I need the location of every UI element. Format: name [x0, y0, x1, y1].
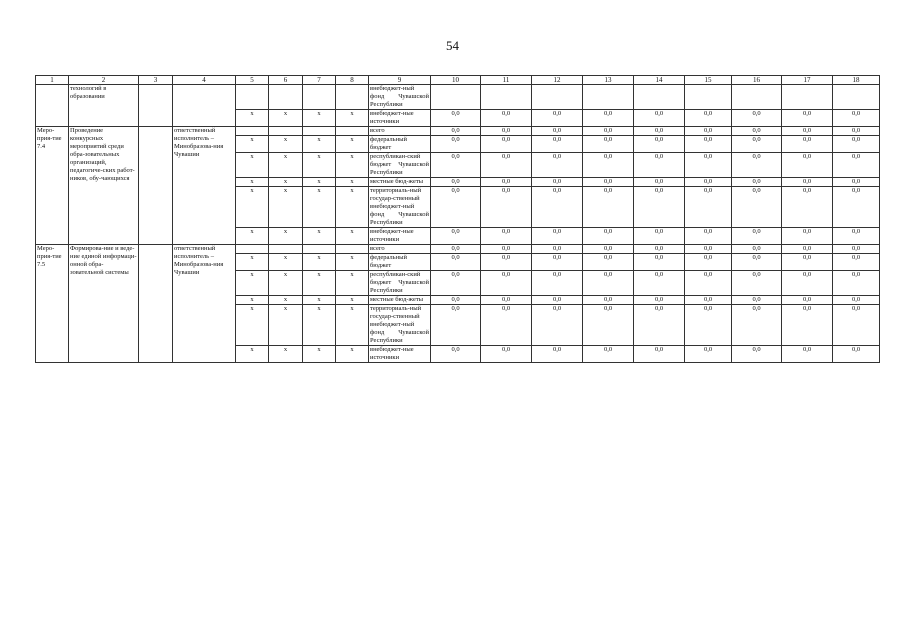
column-header: 17	[782, 76, 833, 85]
table-row	[36, 85, 880, 110]
column-header: 12	[532, 76, 583, 85]
marker-cell: x	[336, 346, 369, 363]
column-header: 18	[833, 76, 880, 85]
table-row	[36, 245, 880, 254]
column-header: 5	[236, 76, 269, 85]
marker-cell: x	[336, 305, 369, 346]
value-cell	[634, 85, 685, 110]
column-header: 11	[481, 76, 532, 85]
marker-cell: x	[336, 228, 369, 245]
value-cell: 0,0	[583, 271, 634, 296]
marker-cell	[336, 127, 369, 136]
value-cell: 0,0	[782, 187, 833, 228]
value-cell: 0,0	[481, 296, 532, 305]
value-cell: 0,0	[583, 187, 634, 228]
value-cell: 0,0	[782, 346, 833, 363]
value-cell: 0,0	[782, 296, 833, 305]
funding-source: внебюджет-ный фонд Чувашской Республики	[370, 85, 429, 108]
value-cell: 0,0	[634, 346, 685, 363]
marker-cell: x	[336, 178, 369, 187]
value-cell: 0,0	[532, 296, 583, 305]
event-name: технологий в образовании	[69, 85, 139, 127]
value-cell: 0,0	[481, 178, 532, 187]
value-cell	[732, 85, 782, 110]
marker-cell: x	[269, 305, 303, 346]
value-cell: 0,0	[634, 127, 685, 136]
marker-cell	[236, 245, 269, 254]
value-cell: 0,0	[782, 245, 833, 254]
value-cell: 0,0	[481, 110, 532, 127]
value-cell: 0,0	[732, 245, 782, 254]
value-cell: 0,0	[583, 305, 634, 346]
value-cell: 0,0	[833, 178, 880, 187]
marker-cell: x	[336, 136, 369, 153]
marker-cell	[336, 85, 369, 110]
value-cell: 0,0	[583, 136, 634, 153]
funding-source: федеральный бюджет	[369, 136, 431, 153]
value-cell: 0,0	[685, 296, 732, 305]
value-cell: 0,0	[685, 110, 732, 127]
column-header: 9	[369, 76, 431, 85]
value-cell: 0,0	[685, 187, 732, 228]
value-cell: 0,0	[481, 127, 532, 136]
value-cell: 0,0	[431, 127, 481, 136]
marker-cell: x	[336, 110, 369, 127]
table-body	[36, 85, 880, 363]
value-cell: 0,0	[532, 346, 583, 363]
value-cell: 0,0	[782, 254, 833, 271]
value-cell: 0,0	[481, 271, 532, 296]
value-cell: 0,0	[833, 296, 880, 305]
value-cell: 0,0	[732, 153, 782, 178]
marker-cell	[336, 245, 369, 254]
value-cell: 0,0	[481, 187, 532, 228]
value-cell: 0,0	[732, 228, 782, 245]
value-cell: 0,0	[782, 305, 833, 346]
value-cell: 0,0	[431, 178, 481, 187]
value-cell: 0,0	[833, 110, 880, 127]
value-cell: 0,0	[634, 178, 685, 187]
funding-source: внебюджет-ные источники	[369, 228, 431, 245]
funding-source: территориаль-ный государ-ственный внебюджет-ный фонд Чувашской Республики	[370, 187, 429, 226]
value-cell: 0,0	[732, 296, 782, 305]
marker-cell: x	[236, 110, 269, 127]
value-cell: 0,0	[431, 153, 481, 178]
value-cell: 0,0	[431, 296, 481, 305]
value-cell: 0,0	[732, 127, 782, 136]
value-cell: 0,0	[685, 228, 732, 245]
value-cell: 0,0	[532, 254, 583, 271]
value-cell	[782, 85, 833, 110]
value-cell: 0,0	[833, 127, 880, 136]
event-code: Меро-прия-тие 7.5	[36, 245, 69, 363]
marker-cell: x	[269, 254, 303, 271]
value-cell: 0,0	[532, 178, 583, 187]
funding-source: внебюджет-ные источники	[369, 346, 431, 363]
marker-cell: x	[236, 228, 269, 245]
value-cell: 0,0	[583, 346, 634, 363]
marker-cell: x	[303, 153, 336, 178]
value-cell: 0,0	[583, 153, 634, 178]
marker-cell: x	[303, 305, 336, 346]
value-cell: 0,0	[532, 153, 583, 178]
marker-cell: x	[303, 187, 336, 228]
event-code: Меро-прия-тие 7.4	[36, 127, 69, 245]
value-cell: 0,0	[431, 305, 481, 346]
marker-cell	[269, 127, 303, 136]
value-cell: 0,0	[732, 254, 782, 271]
value-cell	[431, 85, 481, 110]
value-cell: 0,0	[583, 245, 634, 254]
value-cell: 0,0	[431, 228, 481, 245]
funding-source: территориаль-ный государ-ственный внебюджет-ный фонд Чувашской Республики	[370, 305, 429, 344]
marker-cell: x	[303, 228, 336, 245]
marker-cell: x	[269, 110, 303, 127]
value-cell: 0,0	[685, 245, 732, 254]
value-cell: 0,0	[833, 187, 880, 228]
col3-cell	[139, 245, 173, 363]
funding-source: федеральный бюджет	[369, 254, 431, 271]
value-cell: 0,0	[431, 271, 481, 296]
marker-cell: x	[236, 296, 269, 305]
marker-cell: x	[236, 305, 269, 346]
column-header: 7	[303, 76, 336, 85]
value-cell: 0,0	[481, 228, 532, 245]
value-cell: 0,0	[431, 346, 481, 363]
marker-cell: x	[336, 271, 369, 296]
funding-source: всего	[369, 245, 431, 254]
marker-cell: x	[236, 254, 269, 271]
marker-cell: x	[236, 346, 269, 363]
marker-cell	[269, 85, 303, 110]
column-header: 6	[269, 76, 303, 85]
marker-cell: x	[303, 178, 336, 187]
marker-cell: x	[336, 254, 369, 271]
value-cell: 0,0	[583, 296, 634, 305]
value-cell: 0,0	[481, 136, 532, 153]
funding-table	[35, 75, 880, 363]
value-cell: 0,0	[431, 110, 481, 127]
value-cell: 0,0	[634, 153, 685, 178]
value-cell: 0,0	[634, 296, 685, 305]
marker-cell: x	[303, 271, 336, 296]
value-cell: 0,0	[532, 228, 583, 245]
value-cell: 0,0	[685, 178, 732, 187]
funding-source: местные бюд-жеты	[369, 296, 431, 305]
value-cell: 0,0	[782, 178, 833, 187]
value-cell: 0,0	[634, 136, 685, 153]
value-cell: 0,0	[532, 245, 583, 254]
value-cell	[685, 85, 732, 110]
value-cell: 0,0	[685, 346, 732, 363]
marker-cell: x	[269, 271, 303, 296]
value-cell: 0,0	[583, 178, 634, 187]
value-cell: 0,0	[634, 110, 685, 127]
column-header: 1	[36, 76, 69, 85]
value-cell: 0,0	[481, 254, 532, 271]
value-cell: 0,0	[583, 127, 634, 136]
marker-cell	[236, 85, 269, 110]
value-cell: 0,0	[833, 228, 880, 245]
marker-cell: x	[269, 136, 303, 153]
value-cell: 0,0	[583, 228, 634, 245]
value-cell: 0,0	[481, 245, 532, 254]
value-cell: 0,0	[782, 136, 833, 153]
column-header: 3	[139, 76, 173, 85]
value-cell: 0,0	[732, 110, 782, 127]
column-header: 4	[173, 76, 236, 85]
value-cell: 0,0	[782, 127, 833, 136]
value-cell: 0,0	[583, 254, 634, 271]
column-header: 14	[634, 76, 685, 85]
marker-cell: x	[269, 187, 303, 228]
value-cell: 0,0	[532, 271, 583, 296]
value-cell: 0,0	[532, 110, 583, 127]
column-header: 16	[732, 76, 782, 85]
header-row	[36, 76, 880, 85]
event-code	[36, 85, 69, 127]
value-cell	[481, 85, 532, 110]
value-cell	[833, 85, 880, 110]
column-header: 15	[685, 76, 732, 85]
marker-cell	[236, 127, 269, 136]
executor	[173, 85, 236, 127]
value-cell: 0,0	[685, 136, 732, 153]
value-cell: 0,0	[431, 187, 481, 228]
value-cell: 0,0	[833, 271, 880, 296]
value-cell: 0,0	[782, 271, 833, 296]
funding-source: местные бюд-жеты	[369, 178, 431, 187]
marker-cell	[303, 245, 336, 254]
value-cell: 0,0	[685, 254, 732, 271]
value-cell: 0,0	[634, 254, 685, 271]
marker-cell: x	[336, 296, 369, 305]
value-cell: 0,0	[833, 136, 880, 153]
marker-cell: x	[303, 346, 336, 363]
value-cell	[583, 85, 634, 110]
value-cell: 0,0	[732, 136, 782, 153]
executor: ответственный исполнитель – Минобразова-ния Чувашии	[173, 245, 236, 363]
page-number: 54	[446, 38, 459, 53]
value-cell: 0,0	[685, 305, 732, 346]
value-cell: 0,0	[782, 110, 833, 127]
value-cell: 0,0	[732, 305, 782, 346]
marker-cell: x	[236, 271, 269, 296]
marker-cell	[269, 245, 303, 254]
value-cell: 0,0	[634, 305, 685, 346]
marker-cell: x	[236, 178, 269, 187]
value-cell: 0,0	[431, 245, 481, 254]
marker-cell	[303, 85, 336, 110]
value-cell: 0,0	[634, 245, 685, 254]
value-cell: 0,0	[532, 136, 583, 153]
value-cell: 0,0	[431, 136, 481, 153]
value-cell: 0,0	[732, 187, 782, 228]
value-cell: 0,0	[732, 178, 782, 187]
value-cell: 0,0	[833, 245, 880, 254]
value-cell: 0,0	[685, 127, 732, 136]
col3-cell	[139, 127, 173, 245]
marker-cell: x	[269, 346, 303, 363]
marker-cell: x	[236, 136, 269, 153]
funding-source: внебюджет-ные источники	[369, 110, 431, 127]
value-cell: 0,0	[532, 127, 583, 136]
value-cell: 0,0	[833, 346, 880, 363]
value-cell: 0,0	[532, 305, 583, 346]
marker-cell: x	[236, 153, 269, 178]
value-cell: 0,0	[583, 110, 634, 127]
marker-cell: x	[336, 153, 369, 178]
value-cell: 0,0	[634, 271, 685, 296]
value-cell: 0,0	[481, 305, 532, 346]
value-cell: 0,0	[481, 153, 532, 178]
marker-cell: x	[269, 296, 303, 305]
value-cell: 0,0	[481, 346, 532, 363]
marker-cell: x	[303, 136, 336, 153]
value-cell: 0,0	[833, 305, 880, 346]
funding-source: всего	[369, 127, 431, 136]
column-header: 10	[431, 76, 481, 85]
value-cell: 0,0	[685, 153, 732, 178]
value-cell: 0,0	[685, 271, 732, 296]
event-name: Формирова-ние и веде-ние единой информаци-онной обра-зовательной системы	[69, 245, 139, 363]
value-cell: 0,0	[782, 153, 833, 178]
value-cell: 0,0	[634, 187, 685, 228]
funding-source: республикан-ский бюджет Чувашской Республики	[370, 271, 429, 294]
marker-cell: x	[269, 228, 303, 245]
executor: ответственный исполнитель – Минобразова-ния Чувашии	[173, 127, 236, 245]
marker-cell	[303, 127, 336, 136]
marker-cell: x	[303, 254, 336, 271]
value-cell: 0,0	[833, 254, 880, 271]
marker-cell: x	[269, 178, 303, 187]
col3-cell	[139, 85, 173, 127]
event-name: Проведение конкурсных мероприятий среди обра-зовательных организаций, педагогиче-ских работ-ников, обу-чающихся	[69, 127, 139, 245]
table-row	[36, 127, 880, 136]
marker-cell: x	[336, 187, 369, 228]
column-header: 8	[336, 76, 369, 85]
marker-cell: x	[269, 153, 303, 178]
column-header: 2	[69, 76, 139, 85]
value-cell: 0,0	[732, 271, 782, 296]
marker-cell: x	[303, 296, 336, 305]
value-cell	[532, 85, 583, 110]
marker-cell: x	[236, 187, 269, 228]
value-cell: 0,0	[431, 254, 481, 271]
marker-cell: x	[303, 110, 336, 127]
column-header: 13	[583, 76, 634, 85]
value-cell: 0,0	[732, 346, 782, 363]
value-cell: 0,0	[782, 228, 833, 245]
value-cell: 0,0	[833, 153, 880, 178]
value-cell: 0,0	[532, 187, 583, 228]
value-cell: 0,0	[634, 228, 685, 245]
funding-source: республикан-ский бюджет Чувашской Республики	[370, 153, 429, 176]
